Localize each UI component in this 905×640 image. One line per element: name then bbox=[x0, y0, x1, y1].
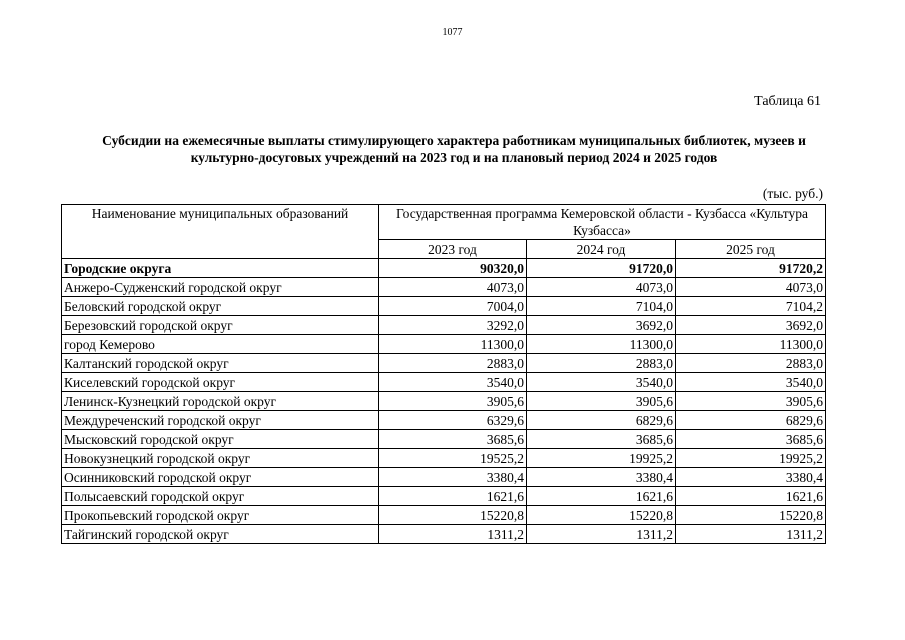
value-2024: 3692,0 bbox=[527, 316, 676, 335]
value-2025: 15220,8 bbox=[676, 506, 826, 525]
header-program: Государственная программа Кемеровской области - Кузбасса «Культура Кузбасса» bbox=[379, 205, 826, 240]
value-2025: 2883,0 bbox=[676, 354, 826, 373]
table-row bbox=[62, 373, 826, 392]
municipality-name: Калтанский городской округ bbox=[62, 354, 379, 373]
value-2024: 15220,8 bbox=[527, 506, 676, 525]
municipality-name: Ленинск-Кузнецкий городской округ bbox=[62, 392, 379, 411]
table-row bbox=[62, 392, 826, 411]
value-2023: 1621,6 bbox=[379, 487, 527, 506]
value-2023: 3905,6 bbox=[379, 392, 527, 411]
header-year-2023: 2023 год bbox=[379, 240, 527, 259]
value-2023: 7004,0 bbox=[379, 297, 527, 316]
value-2025: 1311,2 bbox=[676, 525, 826, 544]
value-2023: 15220,8 bbox=[379, 506, 527, 525]
value-2023: 19525,2 bbox=[379, 449, 527, 468]
title-line-2: культурно-досуговых учреждений на 2023 год и на плановый период 2024 и 2025 годов bbox=[190, 150, 718, 165]
value-2025: 7104,2 bbox=[676, 297, 826, 316]
value-2024: 91720,0 bbox=[527, 259, 676, 278]
table-label: Таблица 61 bbox=[754, 94, 821, 109]
municipality-name: Городские округа bbox=[62, 259, 379, 278]
subsidies-table bbox=[61, 204, 826, 544]
value-2025: 4073,0 bbox=[676, 278, 826, 297]
table-header-row bbox=[62, 205, 826, 240]
page-number: 1077 bbox=[442, 27, 463, 38]
value-2024: 7104,0 bbox=[527, 297, 676, 316]
table-row bbox=[62, 525, 826, 544]
table-row bbox=[62, 411, 826, 430]
value-2024: 1311,2 bbox=[527, 525, 676, 544]
municipality-name: Мысковский городской округ bbox=[62, 430, 379, 449]
units-label: (тыс. руб.) bbox=[762, 186, 823, 201]
municipality-name: Осинниковский городской округ bbox=[62, 468, 379, 487]
value-2023: 11300,0 bbox=[379, 335, 527, 354]
value-2023: 3540,0 bbox=[379, 373, 527, 392]
header-year-2024: 2024 год bbox=[527, 240, 676, 259]
municipality-name: город Кемерово bbox=[62, 335, 379, 354]
value-2024: 11300,0 bbox=[527, 335, 676, 354]
value-2024: 19925,2 bbox=[527, 449, 676, 468]
value-2023: 6329,6 bbox=[379, 411, 527, 430]
municipality-name: Тайгинский городской округ bbox=[62, 525, 379, 544]
table-row bbox=[62, 335, 826, 354]
value-2024: 3685,6 bbox=[527, 430, 676, 449]
value-2023: 3380,4 bbox=[379, 468, 527, 487]
municipality-name: Полысаевский городской округ bbox=[62, 487, 379, 506]
value-2023: 4073,0 bbox=[379, 278, 527, 297]
value-2023: 1311,2 bbox=[379, 525, 527, 544]
table-row bbox=[62, 468, 826, 487]
value-2025: 11300,0 bbox=[676, 335, 826, 354]
table-body bbox=[62, 259, 826, 544]
table-row bbox=[62, 354, 826, 373]
title-line-1: Субсидии на ежемесячные выплаты стимулирующего характера работникам муниципальных библиотек, музеев и bbox=[102, 133, 806, 148]
value-2025: 19925,2 bbox=[676, 449, 826, 468]
value-2024: 3540,0 bbox=[527, 373, 676, 392]
value-2025: 6829,6 bbox=[676, 411, 826, 430]
value-2025: 3380,4 bbox=[676, 468, 826, 487]
value-2024: 3905,6 bbox=[527, 392, 676, 411]
table-row bbox=[62, 297, 826, 316]
value-2024: 3380,4 bbox=[527, 468, 676, 487]
table-row bbox=[62, 259, 826, 278]
value-2024: 1621,6 bbox=[527, 487, 676, 506]
value-2025: 3692,0 bbox=[676, 316, 826, 335]
municipality-name: Беловский городской округ bbox=[62, 297, 379, 316]
value-2024: 2883,0 bbox=[527, 354, 676, 373]
municipality-name: Прокопьевский городской округ bbox=[62, 506, 379, 525]
header-year-2025: 2025 год bbox=[676, 240, 826, 259]
document-title bbox=[62, 132, 846, 166]
table-row bbox=[62, 278, 826, 297]
table-row bbox=[62, 430, 826, 449]
value-2024: 4073,0 bbox=[527, 278, 676, 297]
value-2024: 6829,6 bbox=[527, 411, 676, 430]
table-row bbox=[62, 506, 826, 525]
table-row bbox=[62, 487, 826, 506]
value-2025: 3685,6 bbox=[676, 430, 826, 449]
value-2025: 91720,2 bbox=[676, 259, 826, 278]
municipality-name: Анжеро-Судженский городской округ bbox=[62, 278, 379, 297]
value-2025: 1621,6 bbox=[676, 487, 826, 506]
value-2023: 3292,0 bbox=[379, 316, 527, 335]
value-2023: 2883,0 bbox=[379, 354, 527, 373]
table-row bbox=[62, 316, 826, 335]
value-2023: 3685,6 bbox=[379, 430, 527, 449]
municipality-name: Междуреченский городской округ bbox=[62, 411, 379, 430]
table-row bbox=[62, 449, 826, 468]
header-municipality: Наименование муниципальных образований bbox=[62, 205, 379, 259]
value-2025: 3905,6 bbox=[676, 392, 826, 411]
municipality-name: Березовский городской округ bbox=[62, 316, 379, 335]
municipality-name: Новокузнецкий городской округ bbox=[62, 449, 379, 468]
municipality-name: Киселевский городской округ bbox=[62, 373, 379, 392]
value-2025: 3540,0 bbox=[676, 373, 826, 392]
value-2023: 90320,0 bbox=[379, 259, 527, 278]
